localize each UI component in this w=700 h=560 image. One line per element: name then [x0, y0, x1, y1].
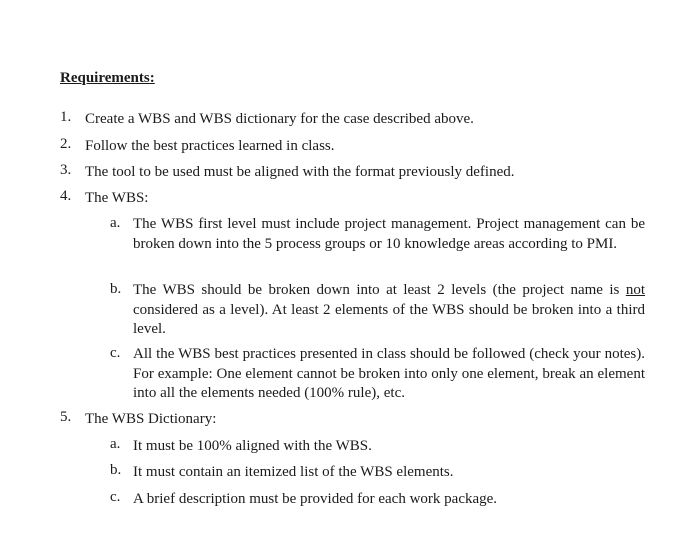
subitem-letter: a.: [110, 436, 121, 452]
subitem-letter: a.: [110, 215, 121, 231]
item-number: 1.: [60, 109, 72, 125]
item-text: The WBS:: [85, 190, 149, 206]
subitem-letter: b.: [110, 462, 122, 478]
item-number: 5.: [60, 409, 72, 425]
subitem-text: A brief description must be provided for each work package.: [133, 491, 498, 507]
item-text: The WBS Dictionary:: [85, 411, 217, 427]
subitem-text-part: The WBS should be broken down into at least 2 levels (the project name is: [133, 282, 626, 298]
requirements-heading: Requirements:: [60, 70, 155, 86]
subitem-text: All the WBS best practices presented in class should be followed (check your notes). For example: One element cannot be broken into only one element, break an element into all the elements needed (100% rule), etc.: [133, 346, 645, 401]
subitem-letter: c.: [110, 489, 121, 505]
item-number: 3.: [60, 162, 72, 178]
item-text: Create a WBS and WBS dictionary for the case described above.: [85, 111, 474, 127]
subitem-letter: c.: [110, 345, 121, 361]
subitem-text: [133, 281, 645, 340]
item-text: The tool to be used must be aligned with the format previously defined.: [85, 164, 515, 180]
item-text: Follow the best practices learned in class.: [85, 138, 335, 154]
subitem-text: It must contain an itemized list of the WBS elements.: [133, 464, 454, 480]
item-number: 4.: [60, 188, 72, 204]
subitem-text: The WBS first level must include project management. Project management can be broken down into the 5 process groups or 10 knowledge areas according to PMI.: [133, 216, 645, 252]
underlined-word: not: [625, 282, 645, 298]
item-number: 2.: [60, 136, 72, 152]
subitem-letter: b.: [110, 281, 122, 297]
subitem-text: It must be 100% aligned with the WBS.: [133, 438, 372, 454]
subitem-text-part: considered as a level). At least 2 elements of the WBS should be broken into a third level.: [133, 301, 645, 337]
